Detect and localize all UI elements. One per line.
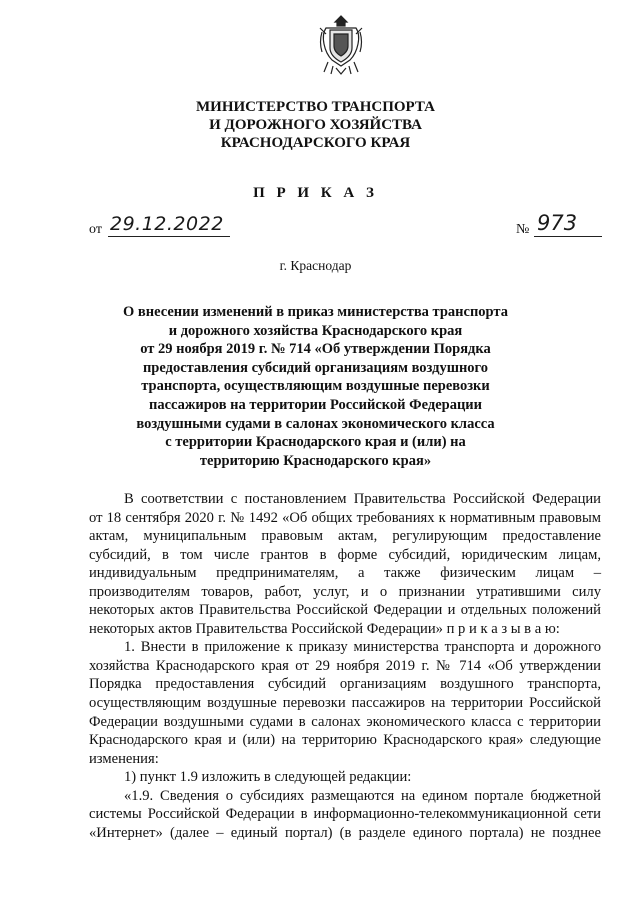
- body-line: от 18 сентября 2020 г. № 1492 «Об общих требованиях к нормативным правовым: [89, 509, 601, 526]
- ministry-line: МИНИСТЕРСТВО ТРАНСПОРТА: [196, 99, 435, 115]
- body-line: некоторых актов Правительства Российской Федерации» п р и к а з ы в а ю:: [89, 620, 560, 637]
- title-line: с территории Краснодарского края и (или) на: [165, 434, 466, 451]
- ministry-name: [0, 98, 631, 152]
- body-line: хозяйства Краснодарского края от 29 ноября 2019 г. № 714 «Об утверждении: [89, 657, 601, 674]
- body-line: Краснодарского края и (или) на территорию Краснодарского края» следующие: [89, 732, 601, 749]
- body-line: системы Российской Федерации в информационно-телекоммуникационной сети: [89, 806, 601, 823]
- city: г. Краснодар: [279, 258, 352, 273]
- title-line: О внесении изменений в приказ министерства транспорта: [123, 304, 508, 320]
- number-underline: [534, 236, 602, 237]
- body-line: В соответствии с постановлением Правительства Российской Федерации: [124, 491, 601, 507]
- handwritten-number: 973: [537, 211, 578, 235]
- body-line: актам, муниципальным правовым актам, регулирующим предоставление: [89, 528, 601, 545]
- body-text: [89, 490, 601, 842]
- body-line: изменения:: [89, 750, 159, 767]
- body-line: производителям товаров, работ, услуг, и о признании утратившими силу: [89, 583, 601, 600]
- document-title: [0, 303, 631, 470]
- body-line: Федерации воздушными судами в салонах экономического класса с территории: [89, 713, 601, 730]
- ministry-line: И ДОРОЖНОГО ХОЗЯЙСТВА: [209, 117, 422, 133]
- ministry-line: КРАСНОДАРСКОГО КРАЯ: [220, 135, 411, 151]
- title-line: и дорожного хозяйства Краснодарского края: [168, 322, 463, 339]
- title-line: от 29 ноября 2019 г. № 714 «Об утверждении Порядка: [140, 341, 491, 358]
- title-line: предоставления субсидий организациям воздушного: [142, 359, 489, 376]
- body-line: 1. Внести в приложение к приказу министерства транспорта и дорожного: [124, 639, 601, 656]
- body-line: «Интернет» (далее – единый портал) (в разделе единого портала) не позднее: [89, 824, 601, 841]
- body-line: индивидуальным предпринимателям, а также физическим лицам –: [89, 565, 601, 582]
- number-prefix: №: [516, 222, 530, 237]
- body-line: некоторых актов Правительства Российской Федерации и отдельных положений: [89, 602, 601, 619]
- coat-of-arms-emblem: [318, 14, 364, 76]
- body-line: 1) пункт 1.9 изложить в следующей редакции:: [124, 769, 412, 786]
- title-line: транспорта, осуществляющим воздушные перевозки: [141, 378, 490, 395]
- document-type: П Р И К А З: [253, 185, 378, 201]
- body-line: «1.9. Сведения о субсидиях размещаются на едином портале бюджетной: [124, 787, 601, 804]
- title-line: пассажиров на территории Российской Федерации: [148, 396, 483, 413]
- handwritten-date: 29.12.2022: [110, 213, 224, 235]
- body-line: осуществляющим воздушные перевозки пассажиров на территории Российской: [89, 695, 601, 712]
- date-underline: [108, 236, 230, 237]
- title-line: территорию Краснодарского края»: [199, 452, 432, 469]
- body-line: субсидий, в том числе грантов в форме субсидий, юридическим лицам,: [89, 546, 601, 563]
- date-prefix: от: [89, 222, 102, 237]
- title-line: воздушными судами в салонах экономического класса: [136, 415, 495, 432]
- body-line: Порядка предоставления субсидий организациям воздушного транспорта,: [89, 676, 601, 693]
